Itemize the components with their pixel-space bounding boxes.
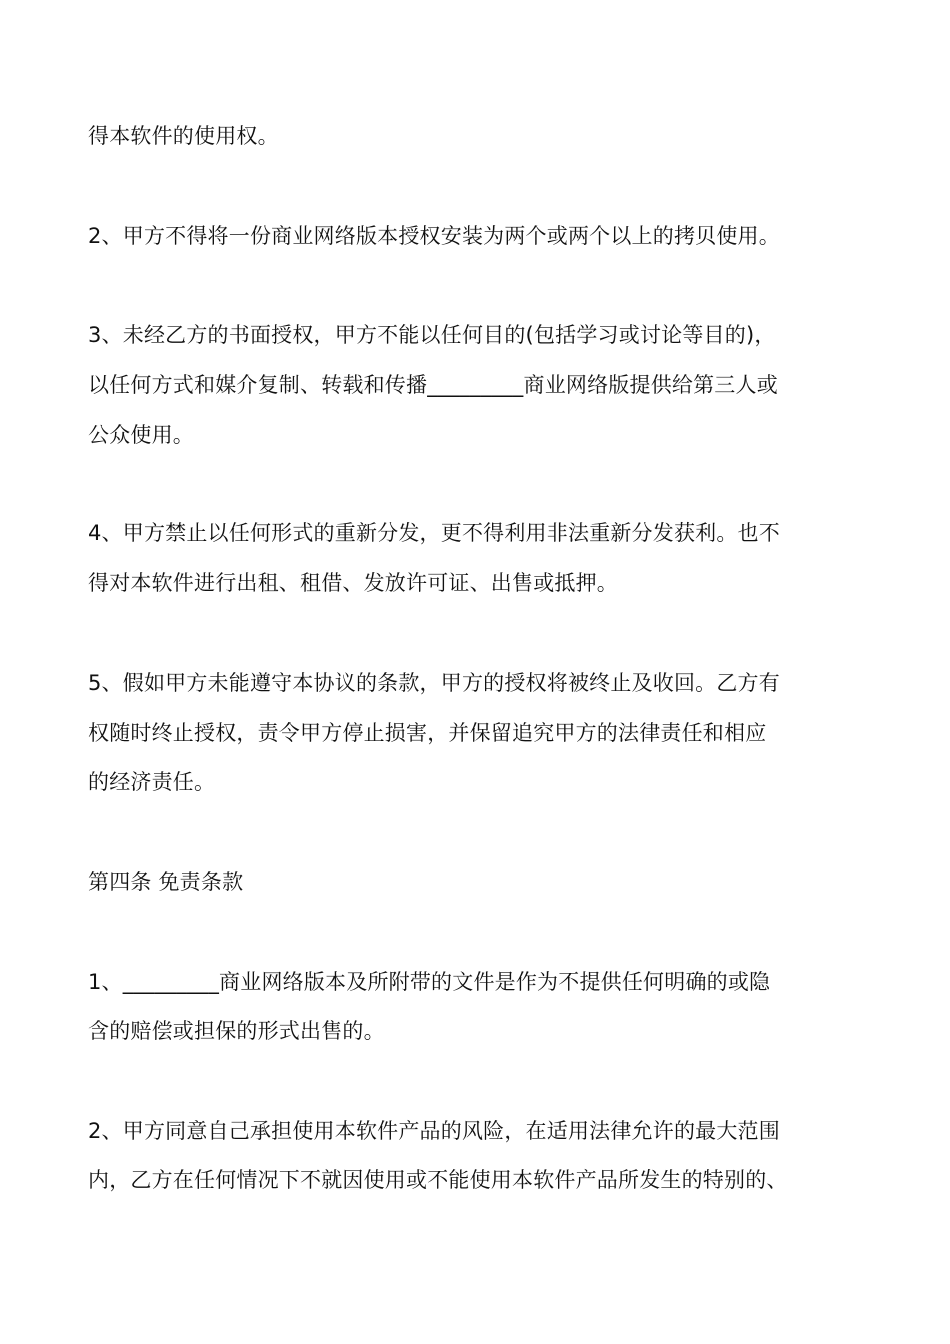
text-line: 以任何方式和媒介复制、转载和传播_________商业网络版提供给第三人或 (88, 373, 778, 397)
text-line: 公众使用。 (88, 423, 194, 447)
text-line: 4、甲方禁止以任何形式的重新分发，更不得利用非法重新分发获利。也不 (88, 521, 780, 545)
text-line: 2、甲方同意自己承担使用本软件产品的风险，在适用法律允许的最大范围 (88, 1119, 780, 1143)
text-line: 得对本软件进行出租、租借、发放许可证、出售或抵押。 (88, 571, 618, 595)
text-line: 2、甲方不得将一份商业网络版本授权安装为两个或两个以上的拷贝使用。 (88, 224, 780, 248)
section-heading: 第四条 免责条款 (88, 870, 244, 894)
text-line: 3、未经乙方的书面授权，甲方不能以任何目的(包括学习或讨论等目的)， (88, 323, 776, 347)
text-line: 内，乙方在任何情况下不就因使用或不能使用本软件产品所发生的特别的、 (88, 1168, 788, 1192)
text-line: 1、_________商业网络版本及所附带的文件是作为不提供任何明确的或隐 (88, 970, 771, 994)
text-line: 的经济责任。 (88, 770, 216, 794)
text-line: 得本软件的使用权。 (88, 124, 279, 148)
text-line: 5、假如甲方未能遵守本协议的条款，甲方的授权将被终止及收回。乙方有 (88, 671, 780, 695)
text-line: 权随时终止授权，责令甲方停止损害，并保留追究甲方的法律责任和相应 (88, 721, 767, 745)
text-line: 含的赔偿或担保的形式出售的。 (88, 1019, 385, 1043)
